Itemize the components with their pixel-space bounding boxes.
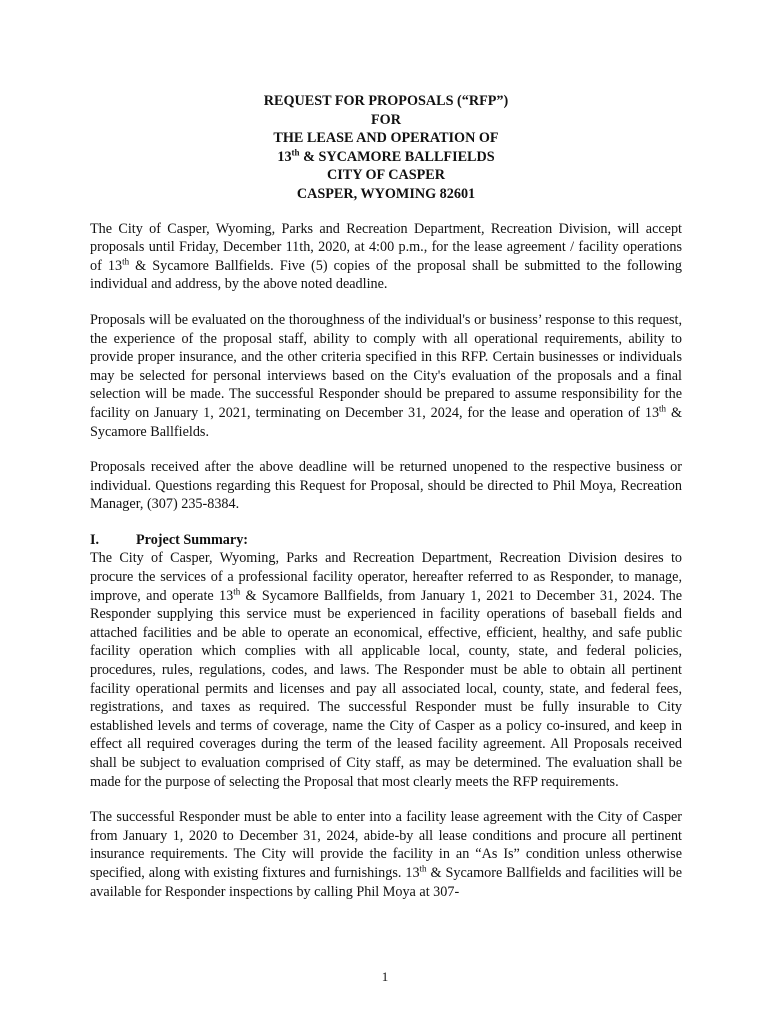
paragraph-text: The successful Responder must be able to enter into a facility lease agreement with the City of Casper from January 1, 2020 to December 31, 2024, abide-by all lease conditions and procure all pertinent insurance requirements. The City will provide the facility in an “As Is” condition unless otherwise specified, along with existing fixtures and furnishings. 13 [90,809,682,881]
paragraph-text: The City of Casper, Wyoming, Parks and Recreation Department, Recreation Division desires to procure the services of a professional facility operator, hereafter referred to as Responder, to manage, improve, and operate 13 [90,550,682,604]
title-line: THE LEASE AND OPERATION OF [273,130,499,147]
paragraph-text: & Sycamore Ballfields and facilities will be available for Responder inspections by calling Phil Moya at 307- [90,864,682,900]
title-text: & SYCAMORE BALLFIELDS [299,148,495,165]
document-title [90,92,682,204]
superscript: th [419,863,427,874]
lease-paragraph [90,808,682,901]
paragraph-text: & Sycamore Ballfields, from January 1, 2021 to December 31, 2024. The Responder supplying this service must be experienced in facility operations of baseball fields and attached facilities and be able to operate an economical, effective, efficient, healthy, and safe public facility operation which complies with all applicable local, county, state, and federal policies, procedures, rules, regulations, codes, and laws. The Responder must be able to obtain all pertinent facility operational permits and licenses and pay all associated local, county, state, and federal fees, registrations, and taxes as required. The successful Responder must be fully insurable to City established levels and terms of coverage, name the City of Casper as a policy co-insured, and keep in effect all required coverages during the term of the leased facility agreement. All Proposals received shall be subject to evaluation comprised of City staff, as may be determined. The evaluation shall be made for the purpose of selecting the Proposal that most clearly meets the RFP requirements. [90,587,682,790]
title-line: CITY OF CASPER [327,167,445,184]
intro-paragraph [90,220,682,294]
page-number: 1 [381,969,389,984]
title-line: REQUEST FOR PROPOSALS (“RFP”) [263,93,509,109]
section-heading [90,531,682,550]
title-line [90,148,682,167]
deadline-paragraph: Proposals received after the above deadline will be returned unopened to the respective business or individual. Questions regarding this Request for Proposal, should be directed to Phil Moya, Recreation Manager, (307) 235-8384. [90,459,682,513]
evaluation-paragraph [90,311,682,441]
superscript: th [291,147,300,158]
title-number: 13 [277,148,292,165]
superscript: th [659,403,667,414]
section-title: Project Summary: [136,531,249,548]
paragraph-text: The City of Casper, Wyoming, Parks and Recreation Department, Recreation Division, will accept proposals until Friday, December 11th, 2020, at 4:00 p.m., for the lease agreement / facility operations of 13 [90,220,682,274]
superscript: th [233,585,241,596]
section-number: I. [90,531,100,548]
project-summary-paragraph [90,549,682,791]
paragraph-text: & Sycamore Ballfields. [90,404,682,440]
paragraph-text: & Sycamore Ballfields. Five (5) copies of the proposal shall be submitted to the following individual and address, by the above noted deadline. [90,257,682,293]
paragraph-text: Proposals will be evaluated on the thoroughness of the individual's or business’ response to this request, the experience of the proposal staff, ability to comply with all operational requirements, ability to provide proper insurance, and the other criteria specified in this RFP. Certain businesses or individuals may be selected for personal interviews based on the City's evaluation of the proposals and a final selection will be made. The successful Responder should be prepared to assume responsibility for the facility on January 1, 2021, terminating on December 31, 2024, for the lease and operation of 13 [90,311,682,421]
title-line: FOR [371,111,401,128]
document-page [90,92,682,918]
title-line: CASPER, WYOMING 82601 [296,185,476,202]
superscript: th [122,256,130,267]
